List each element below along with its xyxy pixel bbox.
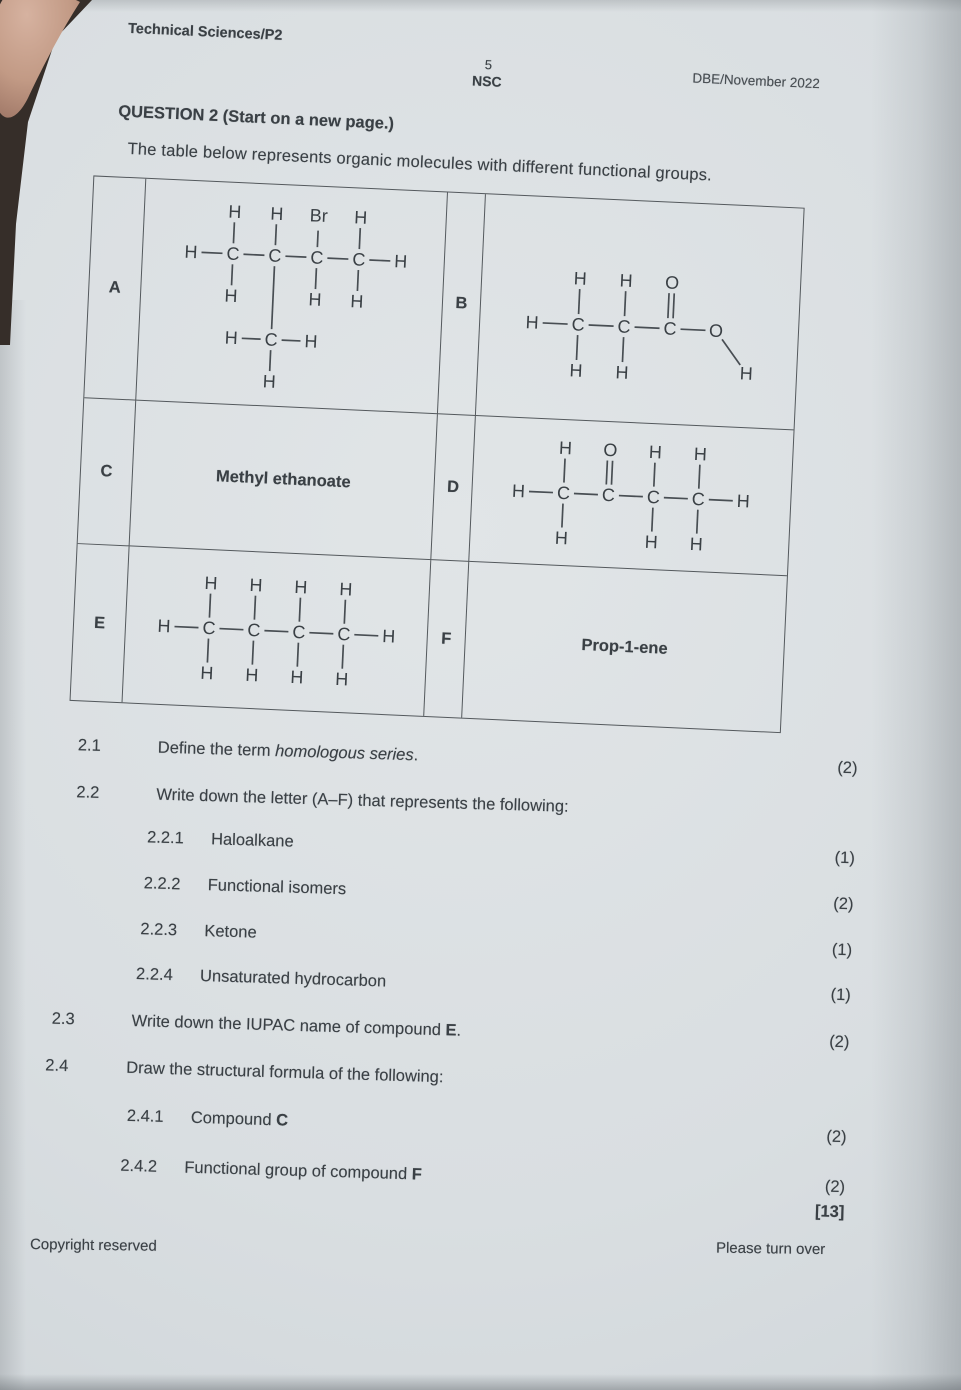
svg-text:H: H xyxy=(511,480,526,502)
question-text: Ketone xyxy=(204,922,257,942)
svg-text:H: H xyxy=(569,360,583,381)
total-marks: [13] xyxy=(814,1202,845,1222)
question-mark: (2) xyxy=(826,1127,847,1147)
svg-text:H: H xyxy=(224,285,239,307)
svg-text:C: C xyxy=(691,488,706,510)
svg-text:H: H xyxy=(334,668,349,690)
bottom-edge-shadow xyxy=(0,1374,961,1390)
question-mark: (1) xyxy=(830,985,852,1005)
table-label-b: B xyxy=(438,192,486,415)
question-mark: (1) xyxy=(831,940,853,960)
svg-text:H: H xyxy=(199,662,214,684)
svg-text:H: H xyxy=(554,527,569,549)
svg-text:H: H xyxy=(304,331,318,352)
svg-text:C: C xyxy=(646,486,661,508)
footer-turn-over: Please turn over xyxy=(715,1239,826,1259)
svg-text:C: C xyxy=(264,329,279,350)
question-number: 2.2.4 xyxy=(135,965,174,985)
svg-text:H: H xyxy=(338,578,353,600)
svg-text:H: H xyxy=(224,327,239,349)
question-text: Compound C xyxy=(190,1108,289,1130)
svg-text:H: H xyxy=(558,437,573,459)
svg-text:C: C xyxy=(246,619,261,641)
table-label-e: E xyxy=(71,544,130,702)
svg-text:C: C xyxy=(267,245,282,266)
svg-text:H: H xyxy=(353,207,368,228)
svg-text:H: H xyxy=(349,291,364,312)
question-mark: (2) xyxy=(837,758,858,778)
svg-text:C: C xyxy=(309,247,324,268)
svg-text:H: H xyxy=(736,490,751,512)
svg-text:O: O xyxy=(664,272,680,294)
question-heading: QUESTION 2 (Start on a new page.) xyxy=(117,102,395,133)
question-mark: (2) xyxy=(824,1177,846,1197)
svg-text:H: H xyxy=(381,625,396,647)
header-session: DBE/November 2022 xyxy=(692,70,821,92)
svg-text:C: C xyxy=(617,316,632,337)
table-label-a: A xyxy=(84,176,146,400)
svg-text:H: H xyxy=(525,312,540,333)
svg-text:H: H xyxy=(262,371,277,392)
svg-text:C: C xyxy=(571,314,586,335)
svg-text:H: H xyxy=(739,363,754,384)
table-cell-name-f: Prop-1-ene xyxy=(581,635,669,658)
svg-text:C: C xyxy=(202,617,216,639)
photo-background xyxy=(0,0,150,360)
svg-text:H: H xyxy=(244,664,259,686)
question-number: 2.1 xyxy=(77,736,102,755)
question-mark: (2) xyxy=(833,894,854,914)
svg-text:H: H xyxy=(648,441,663,463)
svg-text:H: H xyxy=(644,531,659,553)
svg-text:C: C xyxy=(601,484,616,506)
question-mark: (1) xyxy=(834,848,856,868)
svg-text:H: H xyxy=(573,268,588,289)
question-text: Haloalkane xyxy=(210,830,294,851)
svg-text:H: H xyxy=(249,574,263,596)
svg-text:O: O xyxy=(708,320,724,342)
question-text: Write down the letter (A–F) that represents the following: xyxy=(156,785,569,816)
question-text: Define the term homologous series. xyxy=(157,738,419,765)
right-edge-shadow xyxy=(871,0,961,1390)
question-text: Unsaturated hydrocarbon xyxy=(199,966,387,991)
svg-text:H: H xyxy=(615,362,629,383)
svg-text:H: H xyxy=(227,201,242,223)
svg-text:H: H xyxy=(393,251,408,272)
question-number: 2.2.1 xyxy=(146,828,185,848)
question-number: 2.2.2 xyxy=(143,874,181,894)
svg-text:C: C xyxy=(663,318,677,339)
svg-text:H: H xyxy=(269,203,284,225)
svg-text:O: O xyxy=(603,439,618,461)
svg-text:H: H xyxy=(689,533,704,555)
svg-text:Br: Br xyxy=(309,205,329,227)
svg-text:H: H xyxy=(693,443,708,465)
question-mark: (2) xyxy=(828,1032,850,1052)
table-label-c: C xyxy=(78,398,137,546)
question-number: 2.4.1 xyxy=(126,1106,164,1126)
left-edge-shadow xyxy=(0,300,26,1390)
svg-text:H: H xyxy=(619,270,634,291)
table-cell-name-c: Methyl ethanoate xyxy=(130,401,438,561)
question-intro: The table below represents organic molecules with different functional groups. xyxy=(127,139,713,185)
question-number: 2.3 xyxy=(51,1009,75,1029)
table-label-d: D xyxy=(431,414,476,562)
svg-text:H: H xyxy=(293,576,308,598)
header-exam-code: NSC xyxy=(471,72,502,90)
question-number: 2.2 xyxy=(76,783,100,802)
svg-text:C: C xyxy=(291,621,306,643)
question-text: Draw the structural formula of the following: xyxy=(126,1058,444,1087)
question-text: Functional isomers xyxy=(207,876,347,899)
question-number: 2.2.3 xyxy=(140,920,178,940)
question-text: Functional group of compound F xyxy=(184,1158,423,1184)
svg-text:C: C xyxy=(351,249,366,270)
question-text: Write down the IUPAC name of compound E. xyxy=(131,1011,462,1040)
svg-text:H: H xyxy=(289,666,304,688)
finger xyxy=(0,0,80,118)
svg-text:C: C xyxy=(556,482,571,504)
svg-text:H: H xyxy=(308,289,322,310)
header-subject: Technical Sciences/P2 xyxy=(127,20,283,44)
svg-text:H: H xyxy=(184,241,198,263)
table-label-f: F xyxy=(424,560,469,718)
question-number: 2.4 xyxy=(45,1056,69,1076)
svg-text:H: H xyxy=(204,572,218,594)
question-number: 2.4.2 xyxy=(120,1156,158,1176)
svg-text:C: C xyxy=(336,623,351,645)
svg-text:C: C xyxy=(226,243,240,265)
header-page-number: 5 xyxy=(484,57,493,73)
svg-text:H: H xyxy=(157,615,171,637)
footer-copyright: Copyright reserved xyxy=(29,1236,157,1255)
